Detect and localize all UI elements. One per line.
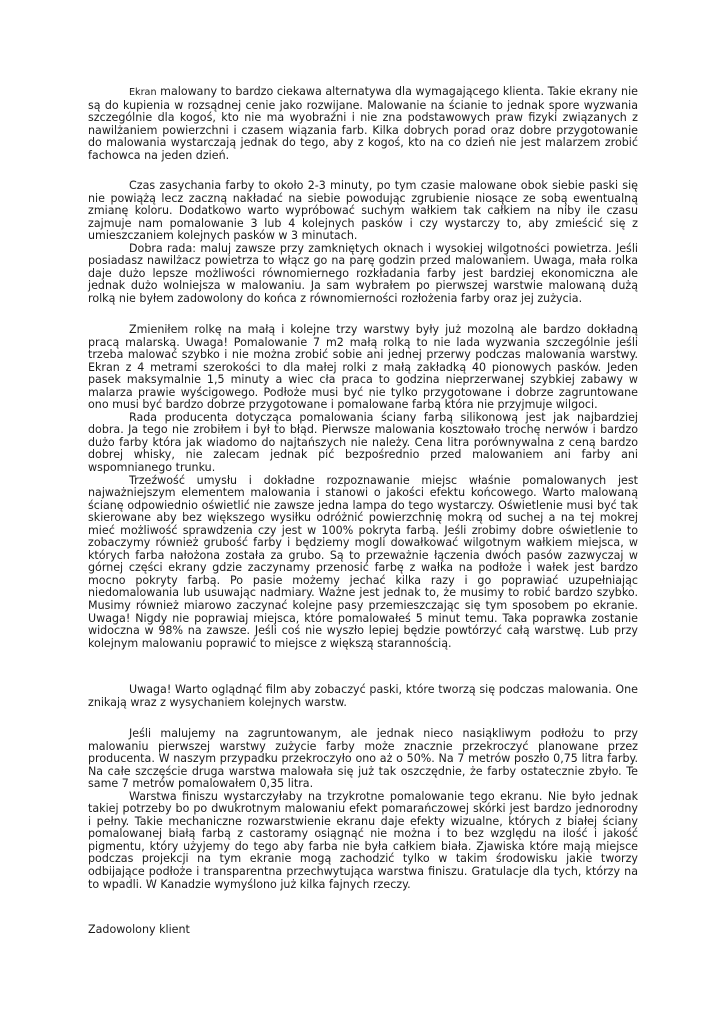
paragraph-1 <box>88 86 638 162</box>
paragraph-6: Trzeźwość umysłu i dokładne rozpoznawanie miejsc właśnie pomalowanych jest najważniejszym elementem malowania i stanowi o jakości efektu końcowego. Warto malowaną ścianę odpowiednio oświetlić nie zawsze jedna lampa do tego wystarczy. Oświetlenie musi być tak skierowane aby bez większego wysiłku odróżnić powierzchnię mokrą od suchej a na tej mokrej mieć możliwość sprawdzenia czy jest w 100% pokryta farbą. Jeśli zrobimy dobre oświetlenie to zobaczymy również grubość farby i będziemy mogli dowałkować wilgotnym wałkiem miejsca, w których farba nałożona została za grubo. Są to przeważnie łączenia dwóch pasów zazwyczaj w górnej części ekrany gdzie zaczynamy przenosić farbę z wałka na podłoże i wałek jest bardzo mocno pokryty farbą. Po pasie możemy jechać kilka razy i go poprawiać uzupełniając niedomalowania lub usuwając nadmiary. Ważne jest jednak to, że musimy to robić bardzo szybko. Musimy również miarowo zaczynać kolejne pasy przemieszczając się tym sposobem po ekranie. Uwaga! Nigdy nie poprawiaj miejsca, które pomalowałeś 5 minut temu. Taka poprawka zostanie widoczna w 98% na zawsze. Jeśli coś nie wyszło lepiej będzie powtórzyć całą warstwę. Lub przy kolejnym malowaniu poprawić to miejsce z większą starannością. <box>88 473 638 650</box>
signature-block <box>88 924 638 937</box>
paragraph-group-consumption <box>88 728 638 891</box>
paragraph-group-intro <box>88 86 638 162</box>
paragraph-2: Czas zasychania farby to około 2-3 minuty, po tym czasie malowane obok siebie paski się nie powiążą lecz zaczną nakładać na siebie powodując zgrubienie niosące ze sobą ewentualną zmianę koloru. Dodatkowo warto wypróbować suchym wałkiem tak całkiem na niby ile czasu zajmuje nam pomalowanie 3 lub 4 kolejnych pasków i czy wystarczy to, aby zmieścić się z umieszczaniem kolejnych pasków w 3 minutach. <box>88 179 638 243</box>
paragraph-4: Zmieniłem rolkę na małą i kolejne trzy warstwy były już mozolną ale bardzo dokładną pracą malarską. Uwaga! Pomalowanie 7 m2 małą rolką to nie lada wyzwania szczególnie jeśli trzeba malować szybko i nie można zrobić sobie ani jednej przerwy podczas malowania warstwy. Ekran z 4 metrami szerokości to dla małej rolki z małą zakładką 40 pionowych pasków. Jeden pasek maksymalnie 1,5 minuty a wiec cła praca to godzina nieprzerwanej szybkiej zabawy w malarza prawie wyścigowego. Podłoże musi być nie tylko przygotowane i dobrze zagruntowane ono musi być bardzo dobrze przygotowane i pomalowane farbą która nie przyjmuje wilgoci. <box>88 323 638 412</box>
paragraph-group-drying <box>88 180 638 305</box>
signature-text: Zadowolony klient <box>88 923 190 936</box>
paragraph-1-lead-word: Ekran <box>129 87 157 98</box>
paragraph-group-film <box>88 684 638 709</box>
paragraph-3: Dobra rada: maluj zawsze przy zamkniętych oknach i wysokiej wilgotności powietrza. Jeśli posiadasz nawilżacz powietrza to włącz go na parę godzin przed malowaniem. Uwaga, mała rolka daje dużo lepsze możliwości równomiernego rozkładania farby jest bardziej ekonomiczna ale jednak dużo wolniejsza w malowaniu. Ja sam wybrałem po pierwszej warstwie malowaną dużą rolką nie byłem zadowolony do końca z równomierności rozłożenia farby oraz jej zużycia. <box>88 241 638 305</box>
paragraph-9: Warstwa finiszu wystarczyłaby na trzykrotne pomalowanie tego ekranu. Nie było jednak takiej potrzeby bo po dwukrotnym malowaniu efekt pomarańczowej skórki jest bardzo jednorodny i pełny. Takie mechaniczne rozwarstwienie ekranu daje efekty wizualne, których z białej ściany pomalowanej białą farbą z castoramy osiągnąć nie można i to bez względu na ilość i jakość pigmentu, który użyjemy do tego aby farba nie była całkiem biała. Zjawiska które mają miejsce podczas projekcji na tym ekranie mogą zachodzić tylko w takim środowisku jakie tworzy odbijające podłoże i transparentna przechwytująca warstwa finiszu. Gratulacje dla tych, którzy na to wpadli. W Kanadzie wymyślono już kilka fajnych rzeczy. <box>88 789 638 891</box>
paragraph-1-text: malowany to bardzo ciekawa alternatywa dla wymagającego klienta. Takie ekrany nie są do kupienia w rozsądnej cenie jako rozwijane. Malowanie na ścianie to jednak spore wyzwania szczególnie dla kogoś, kto nie ma wyobraźni i nie zna podstawowych praw fizyki związanych z nawilżaniem powierzchni i czasem wiązania farb. Kilka dobrych porad oraz dobre przygotowanie do malowania wystarczają jednak do tego, aby z kogoś, kto na co dzień nie jest malarzem zrobić fachowca na jeden dzień. <box>88 85 638 162</box>
paragraph-7: Uwaga! Warto oglądnąć film aby zobaczyć paski, które tworzą się podczas malowania. One znikają wraz z wysychaniem kolejnych warstw. <box>88 683 638 709</box>
paragraph-8: Jeśli malujemy na zagruntowanym, ale jednak nieco nasiąkliwym podłożu to przy malowaniu pierwszej warstwy zużycie farby może znacznie przekroczyć planowane przez producenta. W naszym przypadku przekroczyło ono aż o 50%. Na 7 metrów poszło 0,75 litra farby. Na całe szczęście druga warstwa malowała się już tak oszczędnie, że farby ostatecznie zbyło. Te same 7 metrów pomalowałem 0,35 litra. <box>88 727 638 791</box>
paragraph-5: Rada producenta dotycząca pomalowania ściany farbą silikonową jest jak najbardziej dobra. Ja tego nie zrobiłem i był to błąd. Pierwsze malowania kosztowało trochę nerwów i bardzo dużo farby która jak wiadomo do najtańszych nie należy. Cena litra porównywalna z ceną bardzo dobrej whisky, nie zalecam jednak pić bezpośrednio przed malowaniem ani farby ani wspomnianego trunku. <box>88 410 638 475</box>
paragraph-group-painting <box>88 324 638 650</box>
